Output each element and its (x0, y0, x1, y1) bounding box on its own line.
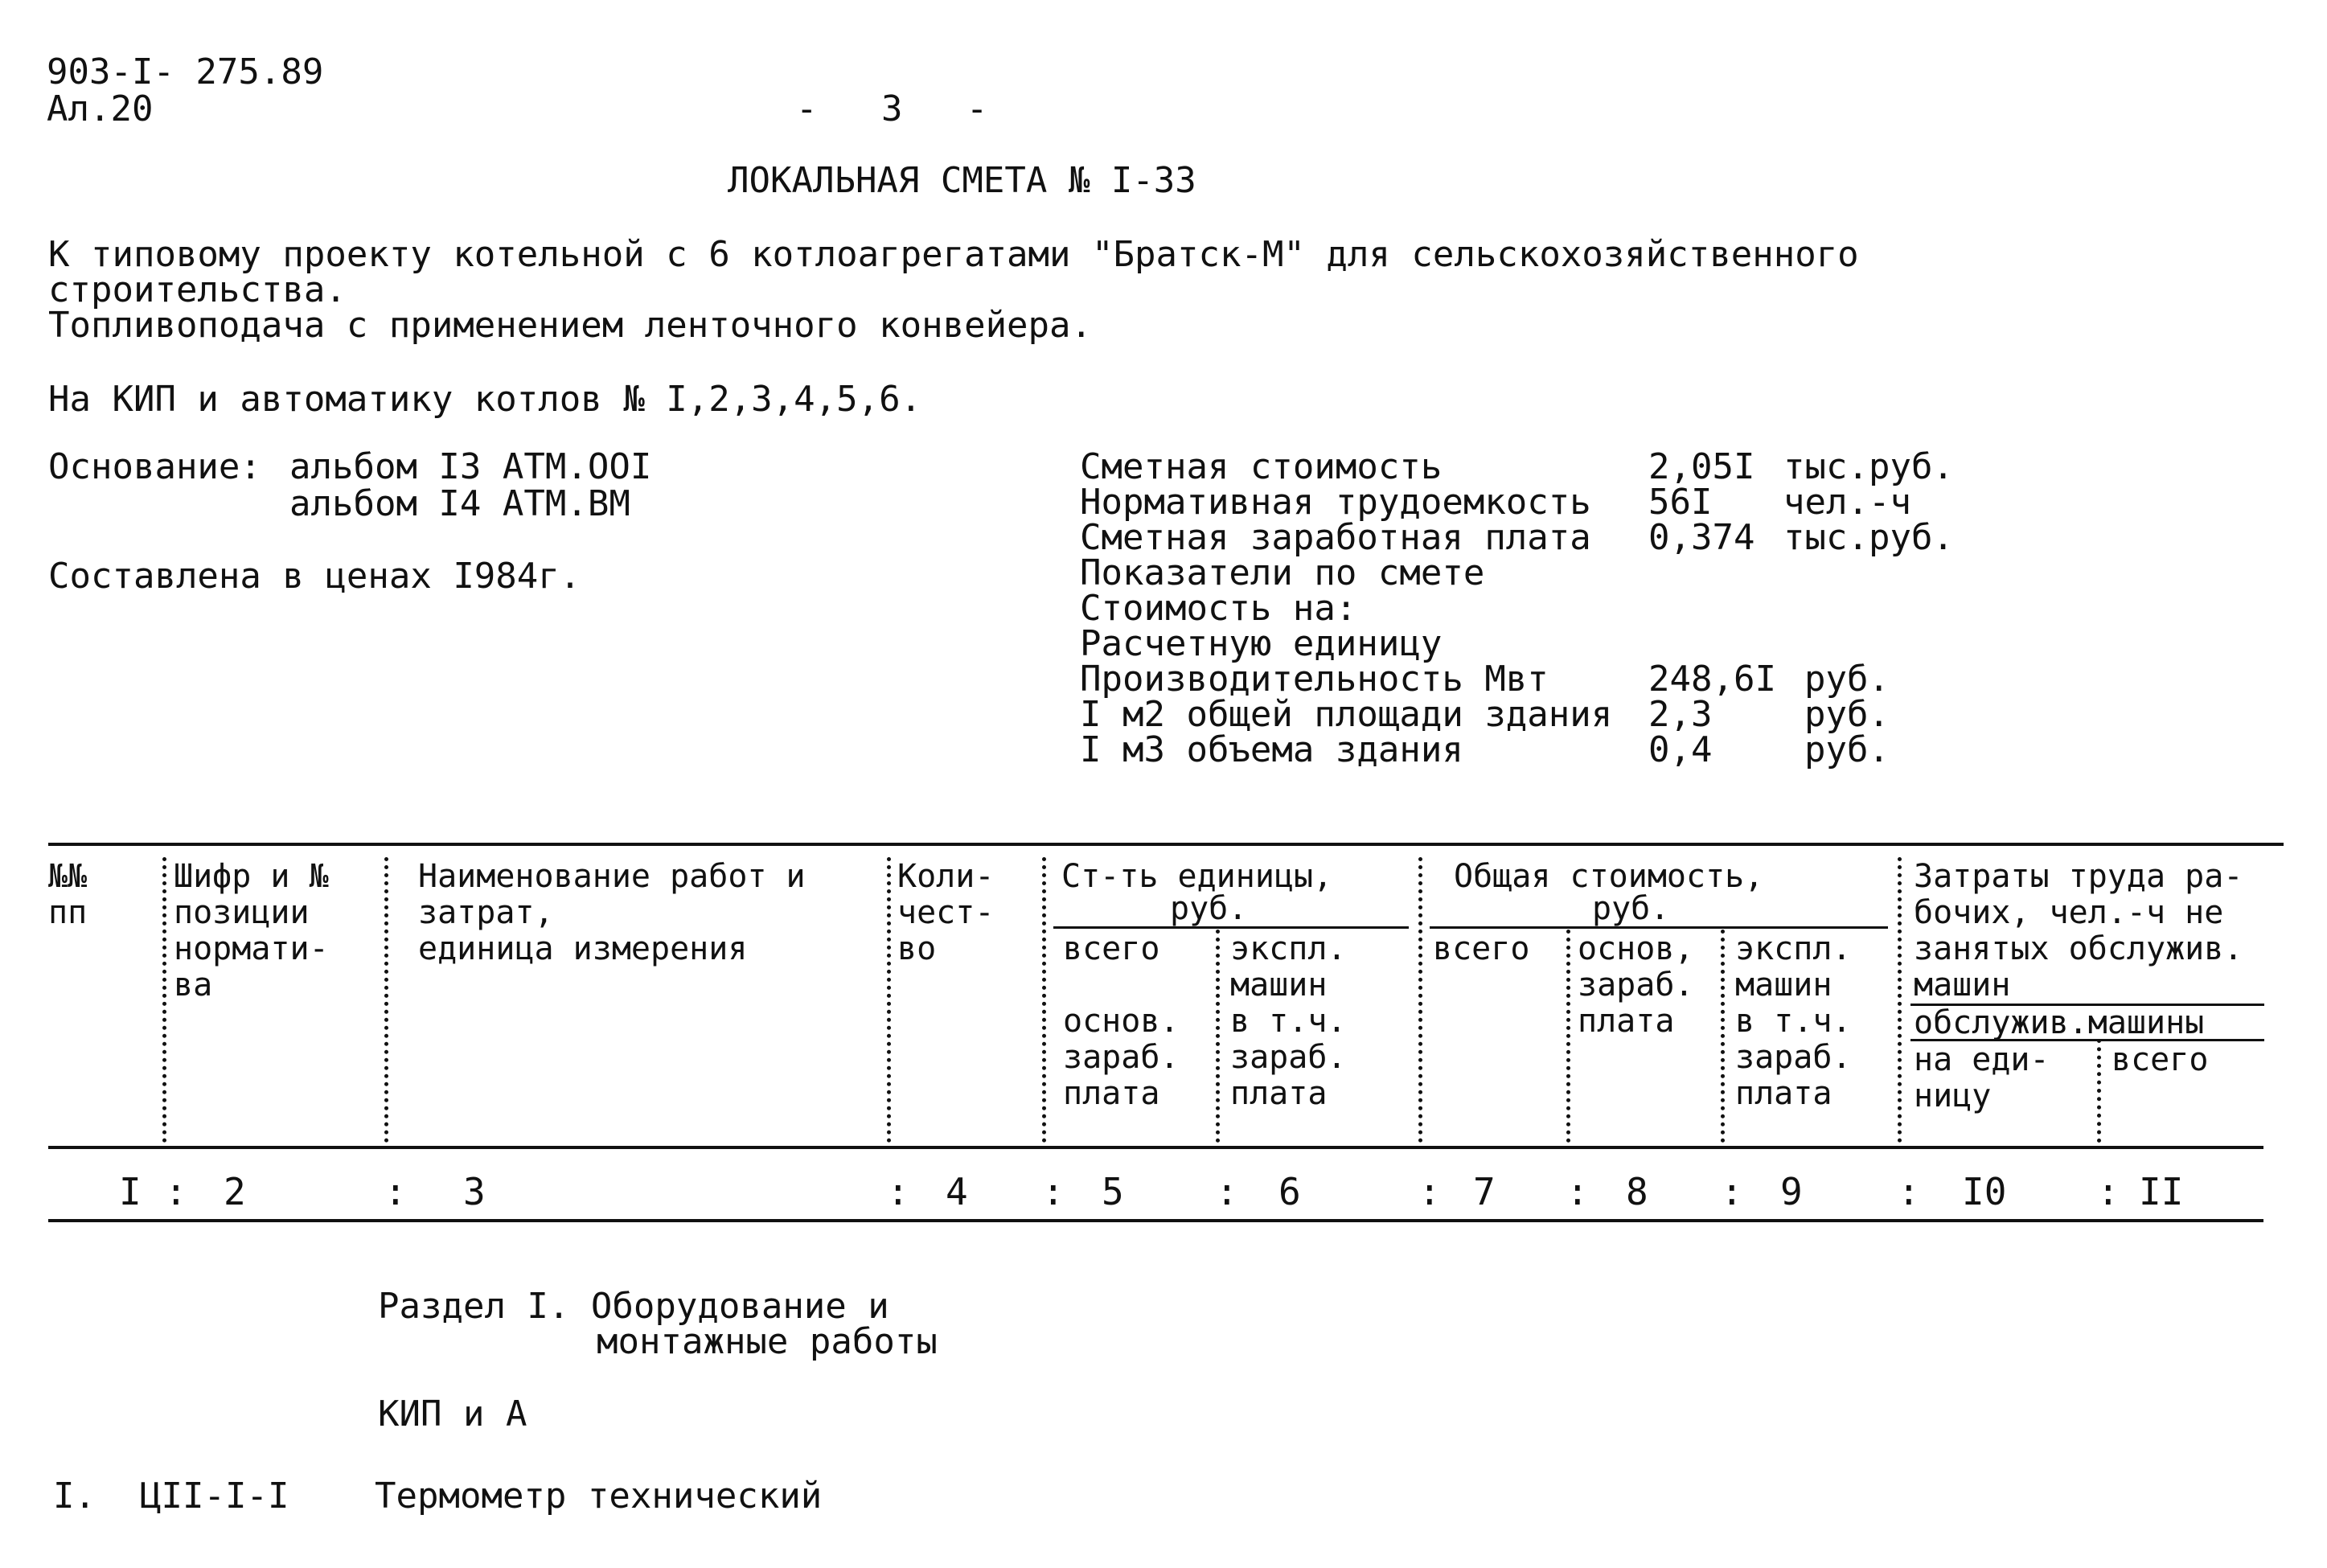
column-separator (887, 857, 891, 1143)
col-total-machines-header: экспл. (1735, 930, 1852, 967)
column-separator (384, 857, 388, 1143)
summary-unit: тыс.руб. (1783, 517, 1954, 558)
col-name-header: единица измерения (418, 930, 748, 967)
item-number: I. (53, 1476, 96, 1517)
intro-line-2: строительства. (48, 269, 347, 310)
col-labor-total-header: всего (2112, 1041, 2209, 1078)
col-code-header: Шифр и № (174, 858, 329, 895)
column-number: 6 (1278, 1170, 1301, 1213)
column-separator (1566, 930, 1570, 1143)
unit-cost-group-unit: руб. (1170, 890, 1248, 927)
col-total-wages-header: основ, (1578, 930, 1694, 967)
summary-value: 0,4 (1648, 729, 1713, 770)
column-number-separators: : (1042, 1170, 1065, 1213)
total-cost-group-unit: руб. (1592, 890, 1670, 927)
column-number: 8 (1626, 1170, 1648, 1213)
col-name-header: Наименование работ и (418, 858, 806, 895)
col-total-machines-header: зараб. (1735, 1039, 1852, 1076)
col-unit-total-header: основ. (1063, 1003, 1180, 1040)
column-number-separators: : (2097, 1170, 2120, 1213)
col-name-header: затрат, (418, 894, 554, 931)
col-number-header: №№ (48, 858, 88, 895)
col-code-header: позиции (174, 894, 310, 931)
column-separator (1721, 930, 1725, 1143)
summary-value: 56I (1648, 482, 1713, 523)
total-cost-group-header: Общая стоимость, (1454, 858, 1764, 895)
labor-group-header: машин (1914, 967, 2011, 1004)
summary-unit: руб. (1804, 659, 1890, 700)
col-labor-unit-header: ницу (1914, 1077, 1992, 1114)
summary-unit: тыс.руб. (1783, 446, 1954, 487)
column-number-separators: : (384, 1170, 407, 1213)
column-number: I0 (1962, 1170, 2007, 1213)
summary-value: 0,374 (1648, 517, 1755, 558)
labor-group-header: бочих, чел.-ч не (1914, 894, 2224, 931)
summary-label: Производительность Мвт (1080, 659, 1549, 700)
page-number: - 3 - (796, 88, 988, 129)
basis-label: Основание: (48, 446, 261, 487)
col-total-wages-header: зараб. (1578, 967, 1694, 1004)
basis-album-2: альбом I4 АТМ.ВМ (289, 483, 630, 524)
summary-unit: чел.-ч (1783, 482, 1911, 523)
col-total-machines-header: плата (1735, 1075, 1832, 1112)
column-number-separators: : (887, 1170, 909, 1213)
col-total-wages-header: плата (1578, 1003, 1675, 1040)
column-number: I (119, 1170, 142, 1213)
col-number-header: пп (48, 894, 88, 931)
column-separator (2097, 1039, 2101, 1143)
col-unit-total-header: зараб. (1063, 1039, 1180, 1076)
intro-line-1: К типовому проекту котельной с 6 котлоагрегатами "Братск-М" для сельскохозяйственного (48, 234, 1859, 275)
item-code: ЦII-I-I (140, 1476, 289, 1517)
column-number: 5 (1102, 1170, 1124, 1213)
labor-group-header: Затраты труда ра- (1914, 858, 2243, 895)
column-number: 2 (224, 1170, 246, 1213)
table-top-rule (48, 843, 2284, 846)
intro-line-3: Топливоподача с применением ленточного конвейера. (48, 305, 1093, 346)
col-unit-total-header: всего (1063, 930, 1160, 967)
col-quantity-header: во (897, 930, 937, 967)
summary-label: Показатели по смете (1080, 552, 1485, 593)
col-total-machines-header: машин (1735, 967, 1832, 1004)
section-title: Раздел I. Оборудование и (378, 1286, 889, 1327)
column-separator (1042, 857, 1046, 1143)
summary-label: Сметная стоимость (1080, 446, 1443, 487)
summary-value: 2,05I (1648, 446, 1755, 487)
column-number: 4 (946, 1170, 968, 1213)
unit-cost-group-header: Ст-ть единицы, (1061, 858, 1333, 895)
column-number: II (2139, 1170, 2184, 1213)
col-labor-unit-header: на еди- (1914, 1041, 2050, 1078)
summary-label: Стоимость на: (1080, 588, 1357, 629)
column-separator (1898, 857, 1902, 1143)
column-separator (1418, 857, 1422, 1143)
col-code-header: нормати- (174, 930, 329, 967)
summary-label: Расчетную единицу (1080, 623, 1443, 664)
column-separator (162, 857, 166, 1143)
labor-group-header: занятых обслужив. (1914, 930, 2243, 967)
summary-label: Нормативная трудоемкость (1080, 482, 1591, 523)
col-unit-machines-header: машин (1230, 967, 1328, 1004)
summary-label: I м3 объема здания (1080, 729, 1463, 770)
column-number-separators: : (1566, 1170, 1589, 1213)
table-number-row-rule (48, 1219, 2263, 1222)
summary-unit: руб. (1804, 729, 1890, 770)
summary-unit: руб. (1804, 694, 1890, 735)
summary-value: 248,6I (1648, 659, 1776, 700)
column-number-separators: : (1418, 1170, 1441, 1213)
column-number-separators: : (1898, 1170, 1920, 1213)
section-title-continued: монтажные работы (597, 1321, 938, 1362)
column-separator (1216, 930, 1220, 1143)
col-total-header: всего (1433, 930, 1530, 967)
scope-line: На КИП и автоматику котлов № I,2,3,4,5,6. (48, 379, 922, 420)
sheet-number: Ал.20 (47, 88, 154, 129)
subsection-title: КИП и А (378, 1394, 527, 1435)
column-number-separators: : (1721, 1170, 1743, 1213)
labor-sub-header: обслужив.машины (1914, 1004, 2205, 1041)
table-header-bottom-rule (48, 1146, 2263, 1149)
prices-line: Составлена в ценах I984г. (48, 556, 581, 597)
document-title: ЛОКАЛЬНАЯ СМЕТА № I-33 (728, 160, 1196, 201)
summary-value: 2,3 (1648, 694, 1713, 735)
col-code-header: ва (174, 967, 213, 1004)
basis-album-1: альбом I3 АТМ.OOI (289, 446, 652, 487)
col-unit-machines-header: экспл. (1230, 930, 1347, 967)
item-name: Термометр технический (375, 1476, 823, 1517)
column-number-separators: : (165, 1170, 187, 1213)
col-quantity-header: чест- (897, 894, 995, 931)
column-number-separators: : (1216, 1170, 1238, 1213)
col-unit-machines-header: зараб. (1230, 1039, 1347, 1076)
column-number: 3 (463, 1170, 486, 1213)
column-number: 9 (1780, 1170, 1803, 1213)
col-unit-machines-header: в т.ч. (1230, 1003, 1347, 1040)
col-total-machines-header: в т.ч. (1735, 1003, 1852, 1040)
col-unit-total-header: плата (1063, 1075, 1160, 1112)
document-code: 903-I- 275.89 (47, 51, 324, 92)
summary-label: I м2 общей площади здания (1080, 694, 1613, 735)
col-quantity-header: Коли- (897, 858, 995, 895)
column-number: 7 (1473, 1170, 1496, 1213)
col-unit-machines-header: плата (1230, 1075, 1328, 1112)
summary-label: Сметная заработная плата (1080, 517, 1591, 558)
